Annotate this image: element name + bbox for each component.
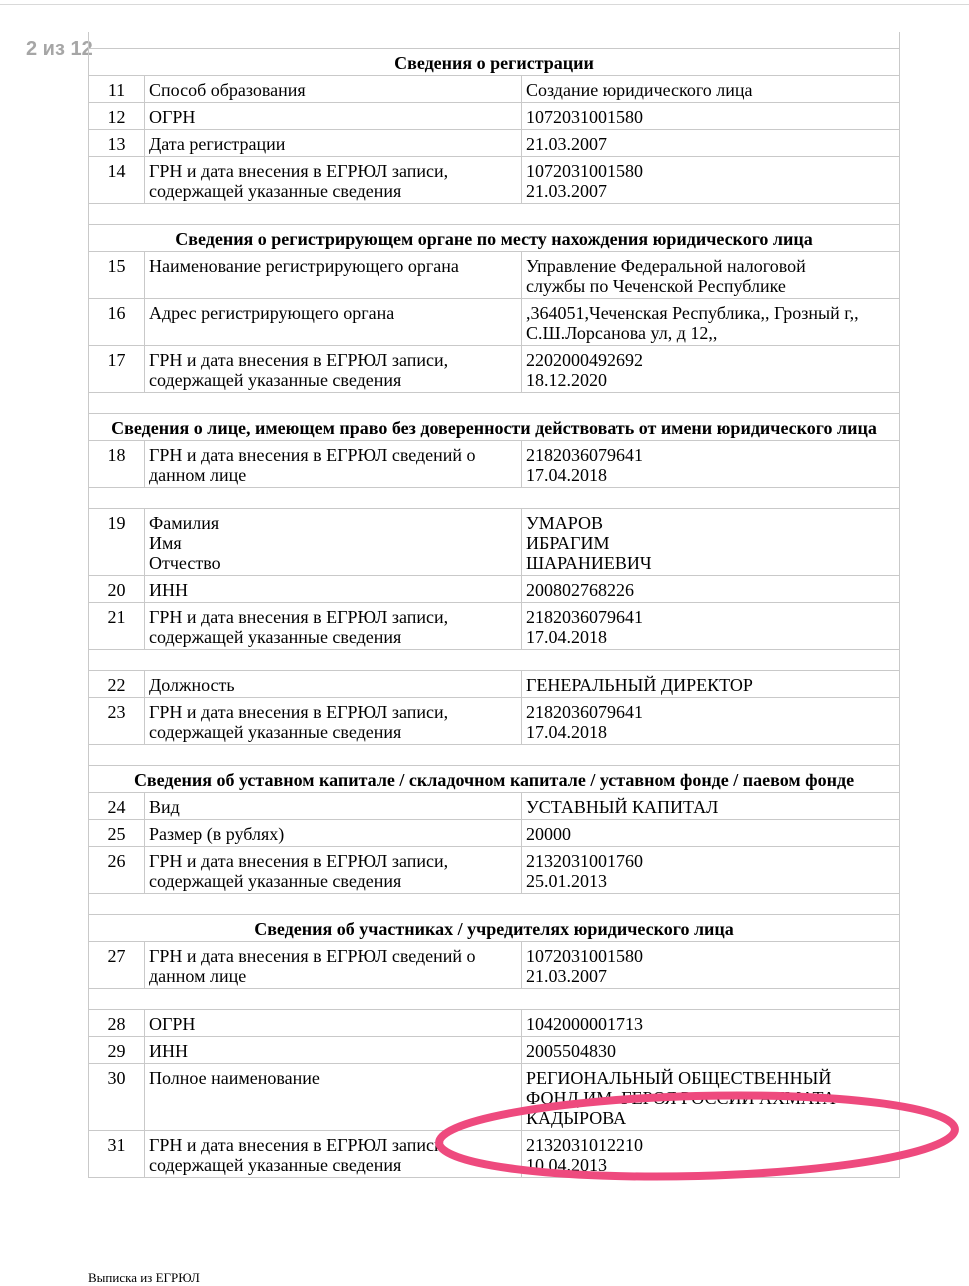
- row-number: 24: [89, 793, 145, 820]
- row-label: Адрес регистрирующего органа: [145, 299, 522, 346]
- row-label: ГРН и дата внесения в ЕГРЮЛ записи, содержащей указанные сведения: [145, 603, 522, 650]
- row-value: 1042000001713: [522, 1010, 900, 1037]
- table-row: [89, 346, 900, 393]
- row-label: ГРН и дата внесения в ЕГРЮЛ сведений о данном лице: [145, 942, 522, 989]
- row-value: 2132031012210 10.04.2013: [522, 1131, 900, 1178]
- table-row: [89, 157, 900, 204]
- table-row: [89, 299, 900, 346]
- row-label: Наименование регистрирующего органа: [145, 252, 522, 299]
- row-label: Размер (в рублях): [145, 820, 522, 847]
- row-value: 2005504830: [522, 1037, 900, 1064]
- table-row: [89, 847, 900, 894]
- section-header-authorized-person: Сведения о лице, имеющем право без доверенности действовать от имени юридического лица: [89, 414, 900, 441]
- row-number: 31: [89, 1131, 145, 1178]
- row-label: Должность: [145, 671, 522, 698]
- row-number: 19: [89, 509, 145, 576]
- row-label: ГРН и дата внесения в ЕГРЮЛ записи, содержащей указанные сведения: [145, 346, 522, 393]
- row-number: 20: [89, 576, 145, 603]
- row-number: 13: [89, 130, 145, 157]
- row-value: Создание юридического лица: [522, 76, 900, 103]
- table-row: [89, 130, 900, 157]
- row-number: 23: [89, 698, 145, 745]
- row-value: 2132031001760 25.01.2013: [522, 847, 900, 894]
- row-label: Фамилия Имя Отчество: [145, 509, 522, 576]
- row-number: 29: [89, 1037, 145, 1064]
- row-label: ГРН и дата внесения в ЕГРЮЛ записи, содержащей указанные сведения: [145, 698, 522, 745]
- row-number: 15: [89, 252, 145, 299]
- row-value: 21.03.2007: [522, 130, 900, 157]
- table-row: [89, 942, 900, 989]
- row-value: 2182036079641 17.04.2018: [522, 441, 900, 488]
- row-value: 1072031001580 21.03.2007: [522, 157, 900, 204]
- table-row: [89, 76, 900, 103]
- table-row: [89, 698, 900, 745]
- row-label: Вид: [145, 793, 522, 820]
- blank-separator-row: [89, 745, 900, 766]
- row-value: 200802768226: [522, 576, 900, 603]
- row-number: 12: [89, 103, 145, 130]
- row-label: Дата регистрации: [145, 130, 522, 157]
- row-value: 2182036079641 17.04.2018: [522, 698, 900, 745]
- page-indicator: 2 из 12: [26, 38, 93, 60]
- table-row: [89, 103, 900, 130]
- table-row: [89, 1010, 900, 1037]
- table-row: [89, 1064, 900, 1131]
- table-row: [89, 576, 900, 603]
- row-number: 22: [89, 671, 145, 698]
- row-number: 21: [89, 603, 145, 650]
- table-row: [89, 441, 900, 488]
- row-number: 26: [89, 847, 145, 894]
- table-row: [89, 820, 900, 847]
- row-number: 28: [89, 1010, 145, 1037]
- table-row: [89, 509, 900, 576]
- row-number: 14: [89, 157, 145, 204]
- table-row: [89, 671, 900, 698]
- blank-separator-row: [89, 488, 900, 509]
- table-row: [89, 1131, 900, 1178]
- section-header-registering-authority: Сведения о регистрирующем органе по месту нахождения юридического лица: [89, 225, 900, 252]
- row-value: 20000: [522, 820, 900, 847]
- row-label: Способ образования: [145, 76, 522, 103]
- blank-separator-row: [89, 894, 900, 915]
- row-label: ИНН: [145, 576, 522, 603]
- egrul-extract-table: [88, 32, 900, 1178]
- row-value: ,364051,Чеченская Республика,, Грозный г,, С.Ш.Лорсанова ул, д 12,,: [522, 299, 900, 346]
- row-label: ГРН и дата внесения в ЕГРЮЛ записи, содержащей указанные сведения: [145, 157, 522, 204]
- row-label: ОГРН: [145, 1010, 522, 1037]
- blank-separator-row: [89, 989, 900, 1010]
- row-value: УСТАВНЫЙ КАПИТАЛ: [522, 793, 900, 820]
- row-number: 16: [89, 299, 145, 346]
- row-number: 25: [89, 820, 145, 847]
- row-value: Управление Федеральной налоговой службы по Чеченской Республике: [522, 252, 900, 299]
- table-row: [89, 793, 900, 820]
- table-row: [89, 252, 900, 299]
- row-label: Полное наименование: [145, 1064, 522, 1131]
- blank-separator-row: [89, 204, 900, 225]
- table-top-spacer: [89, 32, 900, 49]
- row-label: ИНН: [145, 1037, 522, 1064]
- row-value: ГЕНЕРАЛЬНЫЙ ДИРЕКТОР: [522, 671, 900, 698]
- blank-separator-row: [89, 393, 900, 414]
- row-value: РЕГИОНАЛЬНЫЙ ОБЩЕСТВЕННЫЙ ФОНД ИМ. ГЕРОЯ РОССИИ АХМАТА КАДЫРОВА: [522, 1064, 900, 1131]
- section-header-capital: Сведения об уставном капитале / складочном капитале / уставном фонде / паевом фонде: [89, 766, 900, 793]
- row-number: 11: [89, 76, 145, 103]
- table-row: [89, 603, 900, 650]
- row-label: ГРН и дата внесения в ЕГРЮЛ записи, содержащей указанные сведения: [145, 847, 522, 894]
- row-value: 2202000492692 18.12.2020: [522, 346, 900, 393]
- page-footer: Выписка из ЕГРЮЛ: [88, 1270, 200, 1285]
- row-value: 2182036079641 17.04.2018: [522, 603, 900, 650]
- row-number: 27: [89, 942, 145, 989]
- table-row: [89, 1037, 900, 1064]
- row-number: 18: [89, 441, 145, 488]
- section-header-registration: Сведения о регистрации: [89, 49, 900, 76]
- blank-separator-row: [89, 650, 900, 671]
- row-label: ГРН и дата внесения в ЕГРЮЛ сведений о данном лице: [145, 441, 522, 488]
- row-value: УМАРОВ ИБРАГИМ ШАРАНИЕВИЧ: [522, 509, 900, 576]
- row-label: ГРН и дата внесения в ЕГРЮЛ записи, содержащей указанные сведения: [145, 1131, 522, 1178]
- row-number: 30: [89, 1064, 145, 1131]
- section-header-founders: Сведения об участниках / учредителях юридического лица: [89, 915, 900, 942]
- row-value: 1072031001580 21.03.2007: [522, 942, 900, 989]
- row-value: 1072031001580: [522, 103, 900, 130]
- row-label: ОГРН: [145, 103, 522, 130]
- row-number: 17: [89, 346, 145, 393]
- viewer-top-divider: [0, 4, 969, 5]
